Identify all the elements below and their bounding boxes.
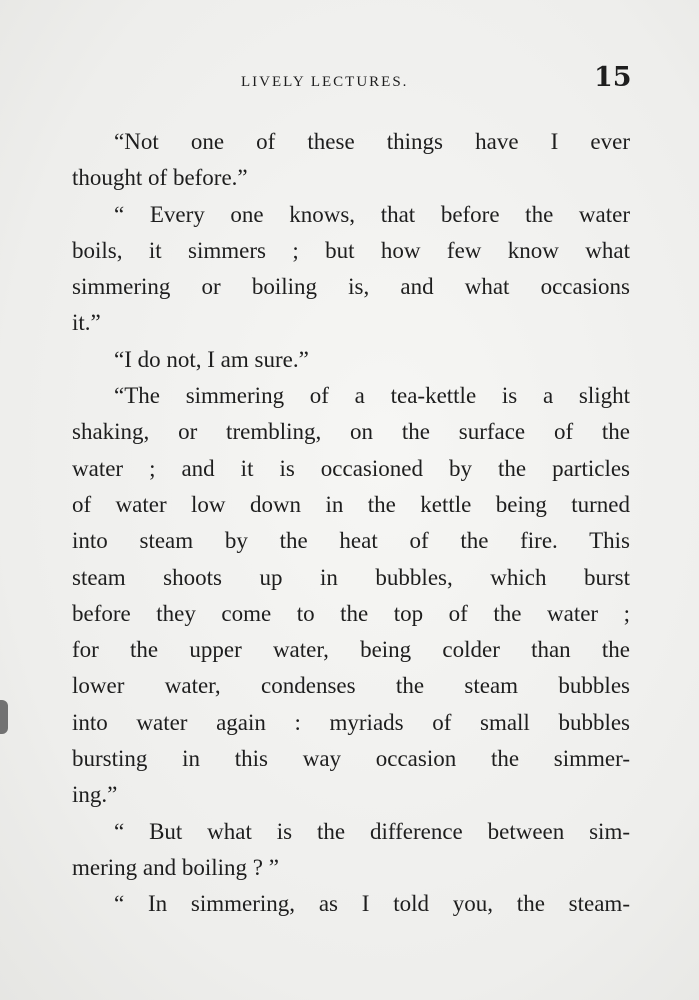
text-line: “ In simmering, as I told you, the steam- — [114, 891, 630, 917]
text-line: simmering or boiling is, and what occasions — [72, 274, 630, 300]
text-line: “Not one of these things have I ever — [114, 129, 630, 154]
text-line: into steam by the heat of the fire. This — [72, 528, 630, 554]
text-line: before they come to the top of the water ; — [72, 600, 630, 626]
text-line: “I do not, I am sure.” — [114, 346, 309, 372]
body-text — [72, 124, 630, 923]
text-line: lower water, condenses the steam bubbles — [72, 673, 630, 699]
text-line: bursting in this way occasion the simmer- — [72, 746, 630, 772]
text-line: of water low down in the kettle being turned — [72, 491, 630, 517]
text-line: it.” — [72, 310, 101, 336]
text-line: “ Every one knows, that before the water — [114, 201, 630, 227]
text-line: ing.” — [72, 782, 118, 808]
text-line: mering and boiling ? ” — [72, 854, 279, 880]
text-line: for the upper water, being colder than the — [72, 637, 630, 663]
text-line: steam shoots up in bubbles, which burst — [72, 564, 630, 590]
text-line: boils, it simmers ; but how few know what — [72, 237, 630, 263]
page-number: 15 — [594, 62, 632, 93]
running-head: LIVELY LECTURES. — [241, 74, 409, 90]
text-line: thought of before.” — [72, 165, 248, 191]
text-line: water ; and it is occasioned by the particles — [72, 455, 630, 481]
text-line: “ But what is the difference between sim- — [114, 818, 630, 844]
text-line: into water again : myriads of small bubbles — [72, 709, 630, 735]
page-header — [0, 60, 699, 100]
binding-mark — [0, 700, 8, 734]
text-line: “The simmering of a tea-kettle is a slight — [114, 383, 630, 409]
text-line: shaking, or trembling, on the surface of the — [72, 419, 630, 445]
